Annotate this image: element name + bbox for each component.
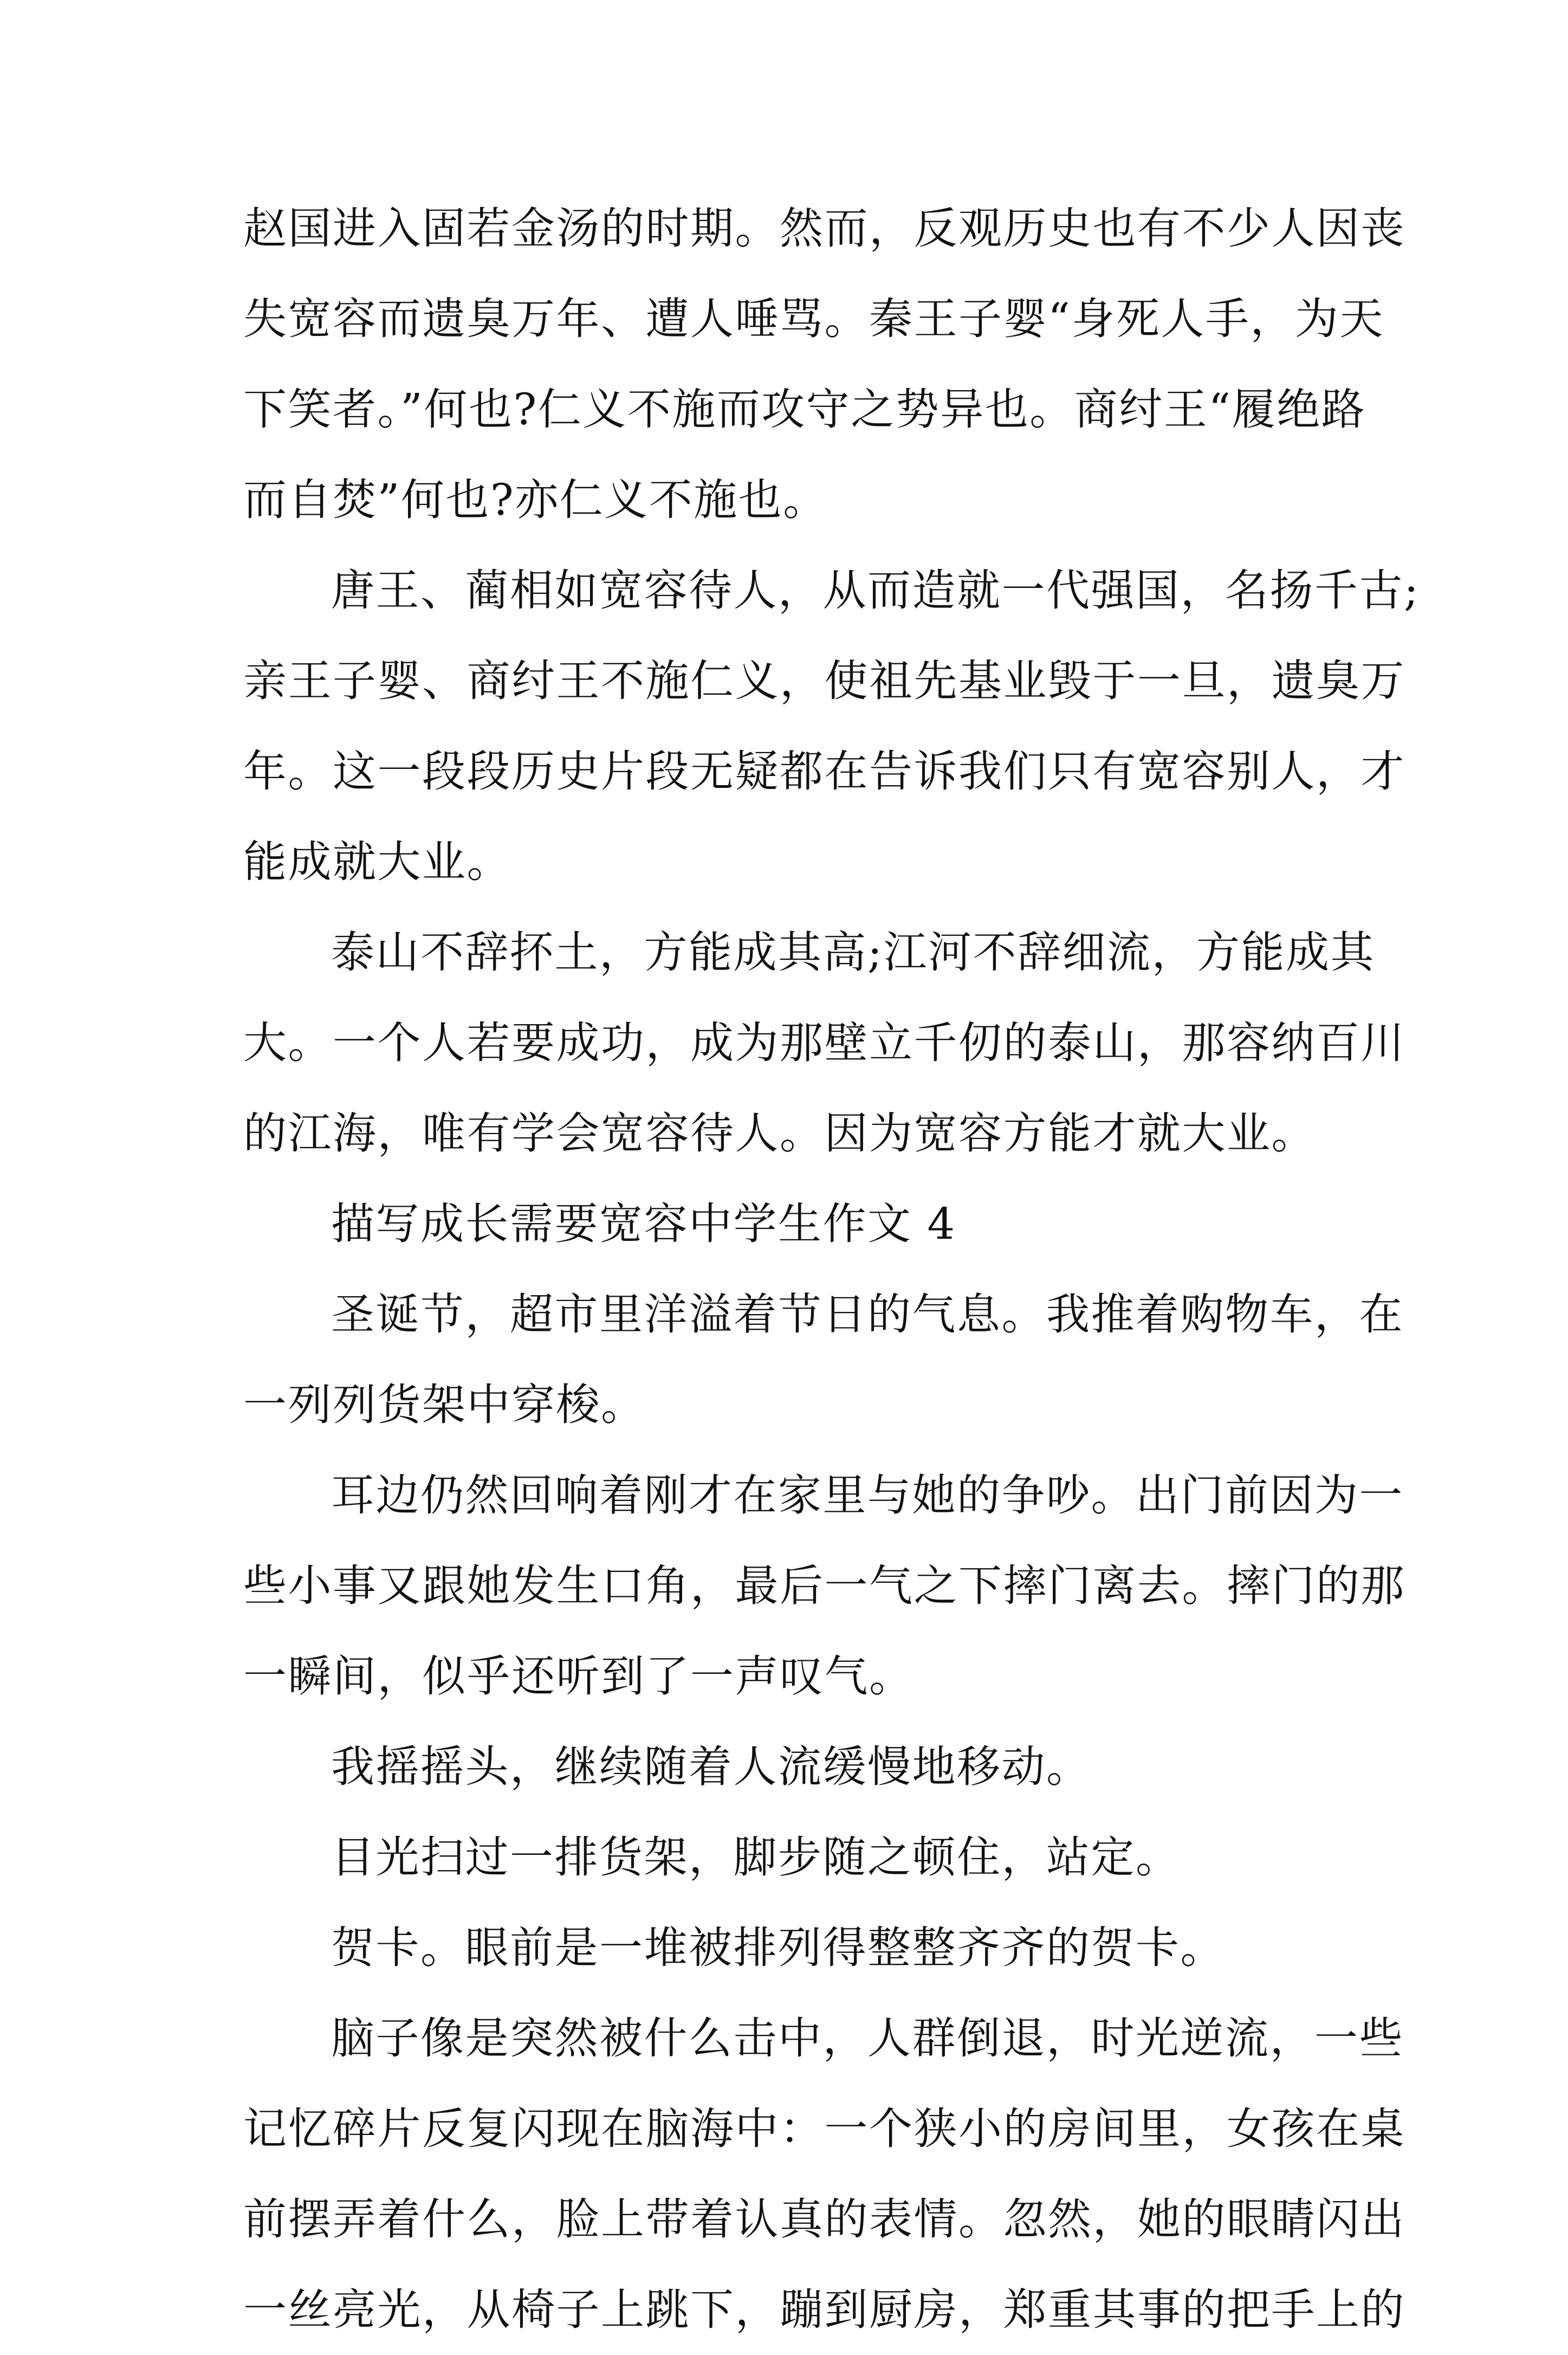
text-line: 亲王子婴、商纣王不施仁义，使祖先基业毁于一旦，遗臭万 <box>243 656 1405 706</box>
paragraph <box>243 1450 1405 1722</box>
text-line: 一列列货架中穿梭。 <box>243 1380 646 1430</box>
text-line: 下笑者。”何也?仁义不施而攻守之势异也。商纣王“履绝路 <box>243 384 1366 435</box>
text-line: 而自焚”何也?亦仁义不施也。 <box>243 475 828 525</box>
text-line: 一瞬间，似乎还听到了一声叹气。 <box>243 1651 914 1701</box>
text-line: 一丝亮光，从椅子上跳下，蹦到厨房，郑重其事的把手上的 <box>243 2285 1405 2335</box>
paragraph <box>243 1269 1404 1450</box>
paragraph <box>243 1179 1332 1269</box>
text-line: 记忆碎片反复闪现在脑海中：一个狭小的房间里，女孩在桌 <box>243 2104 1405 2154</box>
paragraph <box>243 183 1405 545</box>
text-line: 泰山不辞抔土，方能成其高;江河不辞细流，方能成其 <box>331 927 1375 978</box>
paragraph <box>243 1993 1405 2355</box>
paragraph <box>243 1903 1332 1993</box>
text-line: 大。一个人若要成功，成为那壁立千仞的泰山，那容纳百川 <box>243 1018 1405 1068</box>
text-line: 唐王、蔺相如宽容待人，从而造就一代强国，名扬千古; <box>331 565 1420 616</box>
text-line: 脑子像是突然被什么击中，人群倒退，时光逆流，一些 <box>331 2013 1404 2063</box>
text-line: 我摇摇头，继续随着人流缓慢地移动。 <box>331 1742 1091 1792</box>
text-line: 贺卡。眼前是一堆被排列得整整齐齐的贺卡。 <box>331 1923 1225 1973</box>
paragraph <box>243 907 1405 1179</box>
text-line: 能成就大业。 <box>243 837 511 887</box>
paragraph <box>243 545 1420 907</box>
text-line: 的江海，唯有学会宽容待人。因为宽容方能才就大业。 <box>243 1108 1316 1159</box>
text-line: 前摆弄着什么，脸上带着认真的表情。忽然，她的眼睛闪出 <box>243 2194 1405 2244</box>
body-text <box>243 183 1420 2355</box>
text-line: 目光扫过一排货架，脚步随之顿住，站定。 <box>331 1832 1181 1882</box>
paragraph <box>243 1812 1332 1903</box>
text-line: 圣诞节，超市里洋溢着节日的气息。我推着购物车，在 <box>331 1289 1404 1340</box>
text-line: 赵国进入固若金汤的时期。然而，反观历史也有不少人因丧 <box>243 203 1405 254</box>
text-line: 些小事又跟她发生口角，最后一气之下摔门离去。摔门的那 <box>243 1561 1405 1611</box>
text-line: 耳边仍然回响着刚才在家里与她的争吵。出门前因为一 <box>331 1470 1404 1521</box>
text-line: 失宽容而遗臭万年、遭人唾骂。秦王子婴“身死人手，为天 <box>243 294 1384 344</box>
paragraph <box>243 1722 1332 1812</box>
text-line: 描写成长需要宽容中学生作文 4 <box>331 1199 956 1249</box>
text-line: 年。这一段段历史片段无疑都在告诉我们只有宽容别人，才 <box>243 746 1405 797</box>
